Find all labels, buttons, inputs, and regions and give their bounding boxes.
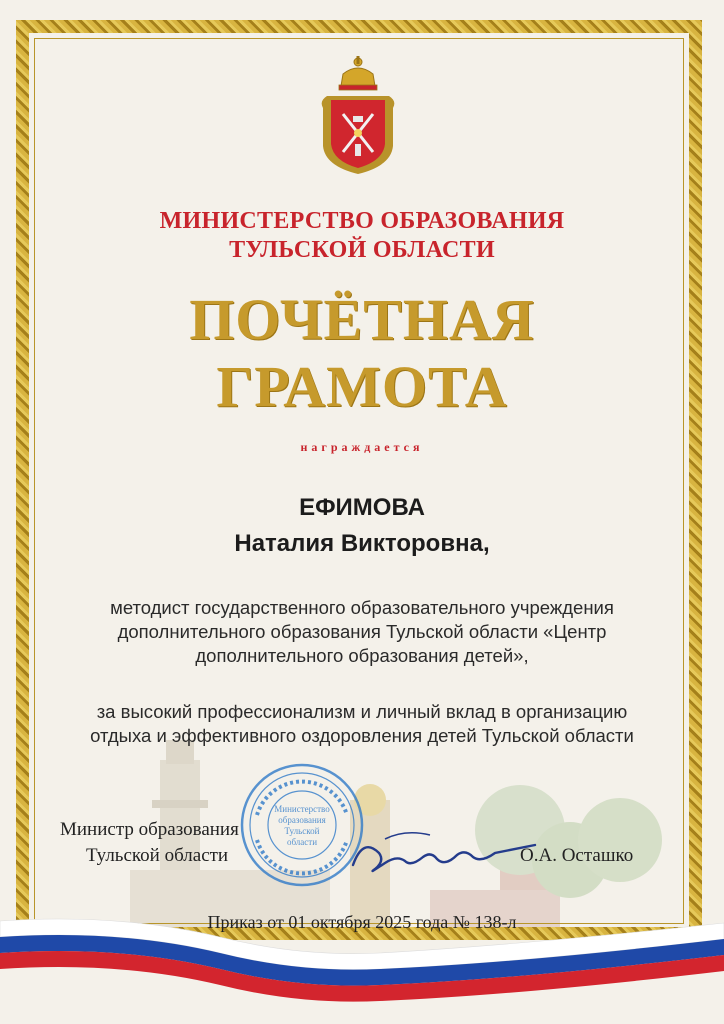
ministry-name-line1: МИНИСТЕРСТВО ОБРАЗОВАНИЯ: [159, 208, 565, 234]
award-reason-line: за высокий профессионализм и личный вклад в организацию: [96, 701, 628, 722]
certificate-title-line2: ГРАМОТА: [216, 354, 508, 419]
certificate-title-line1: ПОЧЁТНАЯ: [189, 287, 535, 352]
order-reference: Приказ от 01 октября 2025 года № 138-л: [207, 912, 517, 932]
svg-text:Министерство: Министерство: [274, 804, 330, 814]
awarded-caption: награждается: [300, 440, 424, 454]
tula-coat-of-arms-icon: [319, 56, 397, 174]
svg-text:Тульской: Тульской: [284, 826, 320, 836]
ministry-name-line2: ТУЛЬСКОЙ ОБЛАСТИ: [229, 237, 495, 263]
svg-text:области: области: [286, 837, 318, 847]
signatory-position-line2: Тульской области: [86, 845, 229, 866]
recipient-name: Наталия Викторовна,: [234, 530, 490, 557]
recipient-position-line: дополнительного образования Тульской области «Центр: [117, 621, 607, 642]
award-reason-line: отдыха и эффективного оздоровления детей Тульской области: [90, 725, 634, 746]
recipient-position-line: дополнительного образования детей»,: [195, 645, 529, 666]
handwritten-signature-icon: [345, 825, 545, 885]
recipient-position-line: методист государственного образовательного учреждения: [110, 597, 614, 618]
svg-text:образования: образования: [278, 815, 326, 825]
signatory-position-line1: Министр образования: [60, 819, 239, 840]
signatory-name: О.А. Осташко: [520, 845, 634, 866]
recipient-surname: ЕФИМОВА: [299, 494, 425, 521]
